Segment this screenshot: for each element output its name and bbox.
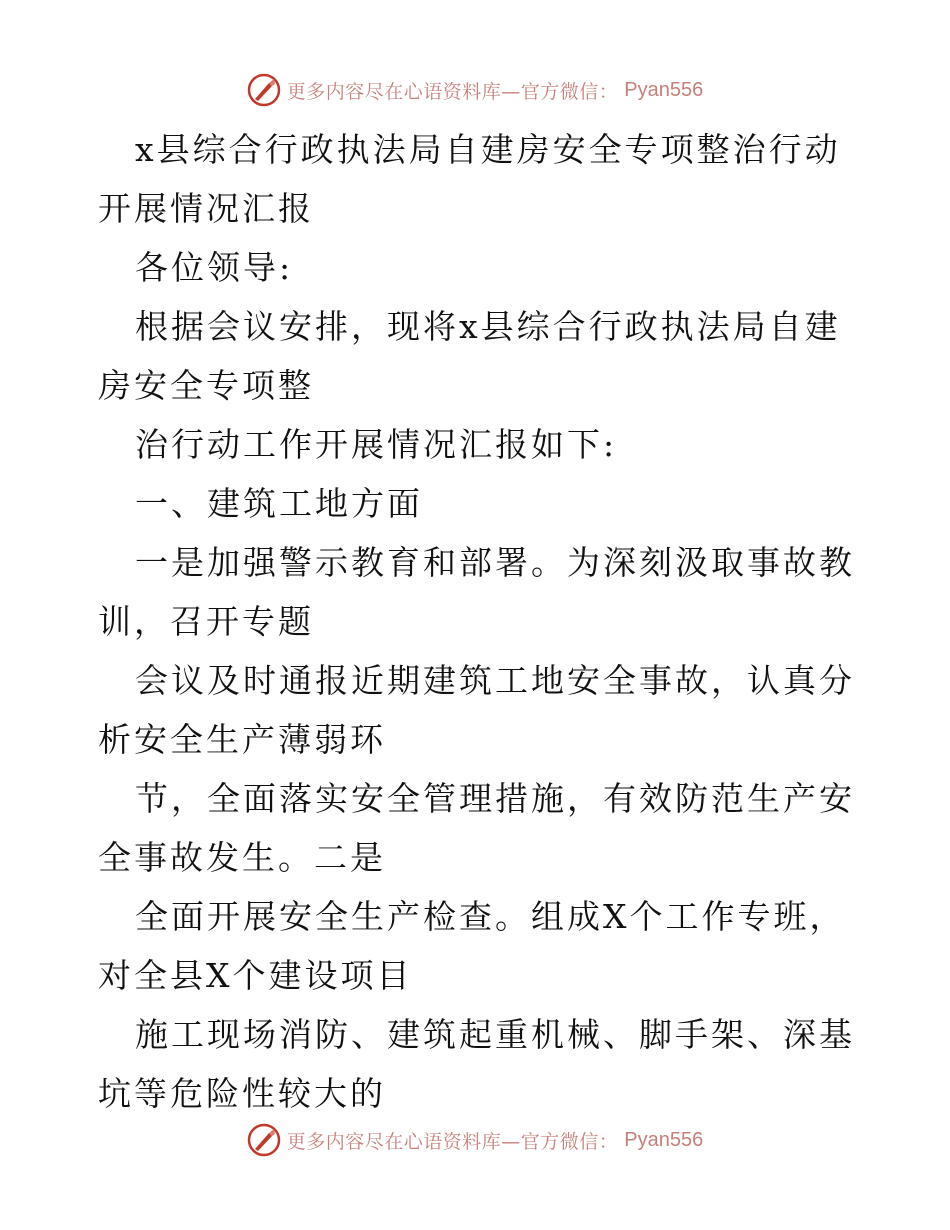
- paragraph: 根据会议安排，现将x县综合行政执法局自建房安全专项整: [98, 307, 841, 405]
- quill-logo-icon: [247, 73, 281, 107]
- paragraph: 施工现场消防、建筑起重机械、脚手架、深基坑等危险性较大的: [98, 1015, 855, 1113]
- section-heading: 一、建筑工地方面: [135, 484, 423, 523]
- watermark-wechat-id: Pyan556: [624, 78, 704, 101]
- watermark-text: 更多内容尽在心语资料库—官方微信：: [286, 80, 619, 103]
- paragraph: 治行动工作开展情况汇报如下:: [135, 425, 618, 464]
- header-watermark: [0, 70, 950, 110]
- salutation: 各位领导:: [135, 248, 294, 287]
- watermark-wechat-id: Pyan556: [624, 1128, 704, 1151]
- document-title: x县综合行政执法局自建房安全专项整治行动开展情况汇报: [98, 130, 841, 228]
- watermark-text: 更多内容尽在心语资料库—官方微信：: [286, 1130, 619, 1153]
- paragraph: 会议及时通报近期建筑工地安全事故，认真分析安全生产薄弱环: [98, 661, 855, 759]
- paragraph: 全面开展安全生产检查。组成X个工作专班，对全县X个建设项目: [98, 897, 846, 995]
- paragraph: 一是加强警示教育和部署。为深刻汲取事故教训，召开专题: [98, 543, 855, 641]
- footer-watermark: [0, 1120, 950, 1160]
- paragraph: 节，全面落实安全管理措施，有效防范生产安全事故发生。二是: [98, 779, 855, 877]
- document-body: [98, 120, 858, 1123]
- quill-logo-icon: [247, 1123, 281, 1157]
